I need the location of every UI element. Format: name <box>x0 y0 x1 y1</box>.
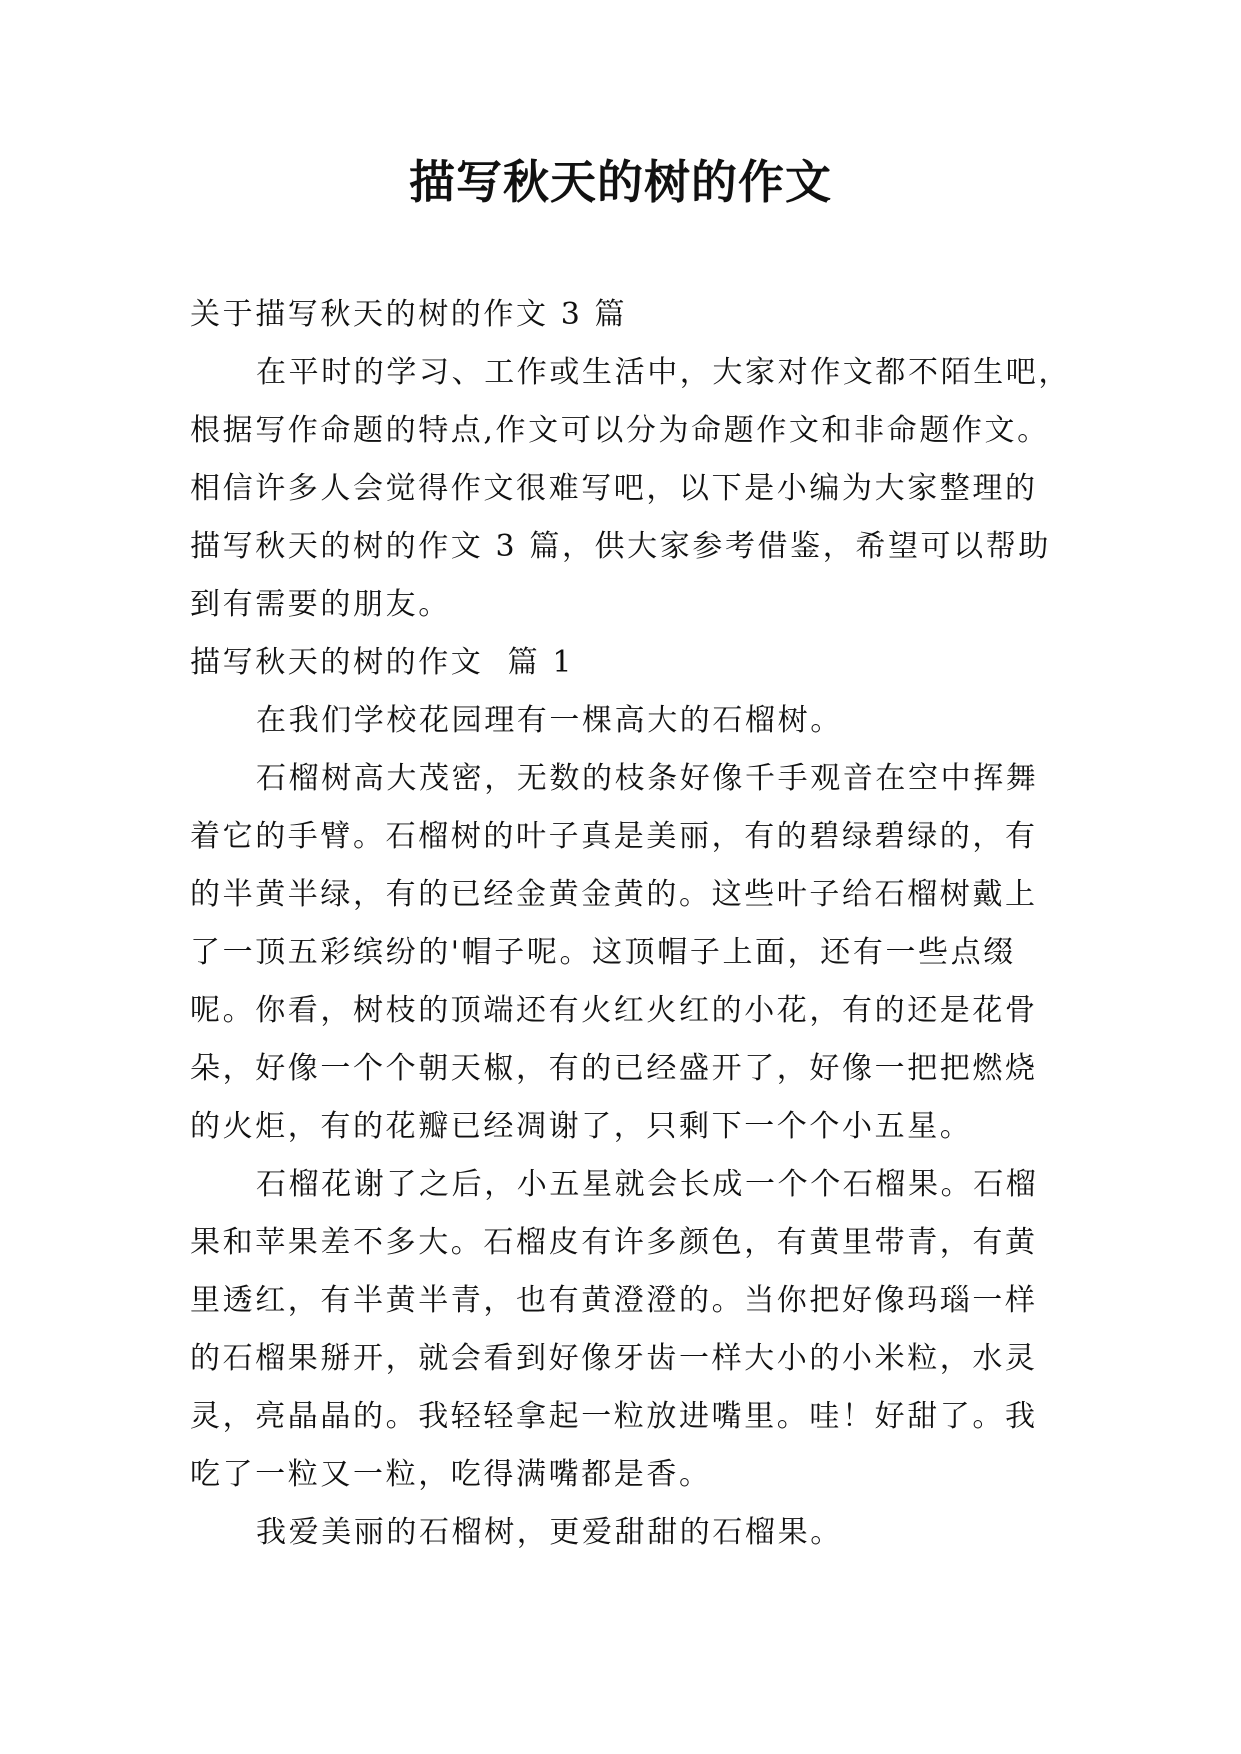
text-line: 了一顶五彩缤纷的'帽子呢。这顶帽子上面，还有一些点缀 <box>190 935 1016 970</box>
text-line: 的半黄半绿，有的已经金黄金黄的。这些叶子给石榴树戴上 <box>190 877 1038 912</box>
text-line: 呢。你看，树枝的顶端还有火红火红的小花，有的还是花骨 <box>190 993 1038 1028</box>
text-line: 到有需要的朋友。 <box>190 587 451 622</box>
text-line: 的石榴果掰开，就会看到好像牙齿一样大小的小米粒，水灵 <box>190 1341 1038 1376</box>
text-line: 里透红，有半黄半青，也有黄澄澄的。当你把好像玛瑙一样 <box>190 1283 1038 1318</box>
text-line: 吃了一粒又一粒，吃得满嘴都是香。 <box>190 1457 712 1492</box>
text-line: 果和苹果差不多大。石榴皮有许多颜色，有黄里带青，有黄 <box>190 1225 1038 1260</box>
text-line: 关于描写秋天的树的作文 3 篇 <box>190 297 628 332</box>
document-title: 描写秋天的树的作文 <box>409 155 832 209</box>
text-line: 灵，亮晶晶的。我轻轻拿起一粒放进嘴里。哇！好甜了。我 <box>190 1399 1038 1434</box>
text-line: 石榴树高大茂密，无数的枝条好像千手观音在空中挥舞 <box>256 761 1039 796</box>
text-line: 的火炬，有的花瓣已经凋谢了，只剩下一个个小五星。 <box>190 1109 973 1144</box>
text-line: 我爱美丽的石榴树，更爱甜甜的石榴果。 <box>256 1515 843 1550</box>
text-line: 石榴花谢了之后，小五星就会长成一个个石榴果。石榴 <box>256 1167 1039 1202</box>
text-line: 在平时的学习、工作或生活中，大家对作文都不陌生吧， <box>256 355 1071 390</box>
text-line: 描写秋天的树的作文 3 篇，供大家参考借鉴，希望可以帮助 <box>190 529 1051 564</box>
document-body <box>190 286 1071 1562</box>
text-line: 着它的手臂。石榴树的叶子真是美丽，有的碧绿碧绿的，有 <box>190 819 1038 854</box>
text-line: 描写秋天的树的作文 篇 1 <box>190 645 575 680</box>
text-line: 在我们学校花园理有一棵高大的石榴树。 <box>256 703 843 738</box>
text-line: 朵，好像一个个朝天椒，有的已经盛开了，好像一把把燃烧 <box>190 1051 1038 1086</box>
text-line: 根据写作命题的特点,作文可以分为命题作文和非命题作文。 <box>190 413 1050 448</box>
text-line: 相信许多人会觉得作文很难写吧，以下是小编为大家整理的 <box>190 471 1038 506</box>
